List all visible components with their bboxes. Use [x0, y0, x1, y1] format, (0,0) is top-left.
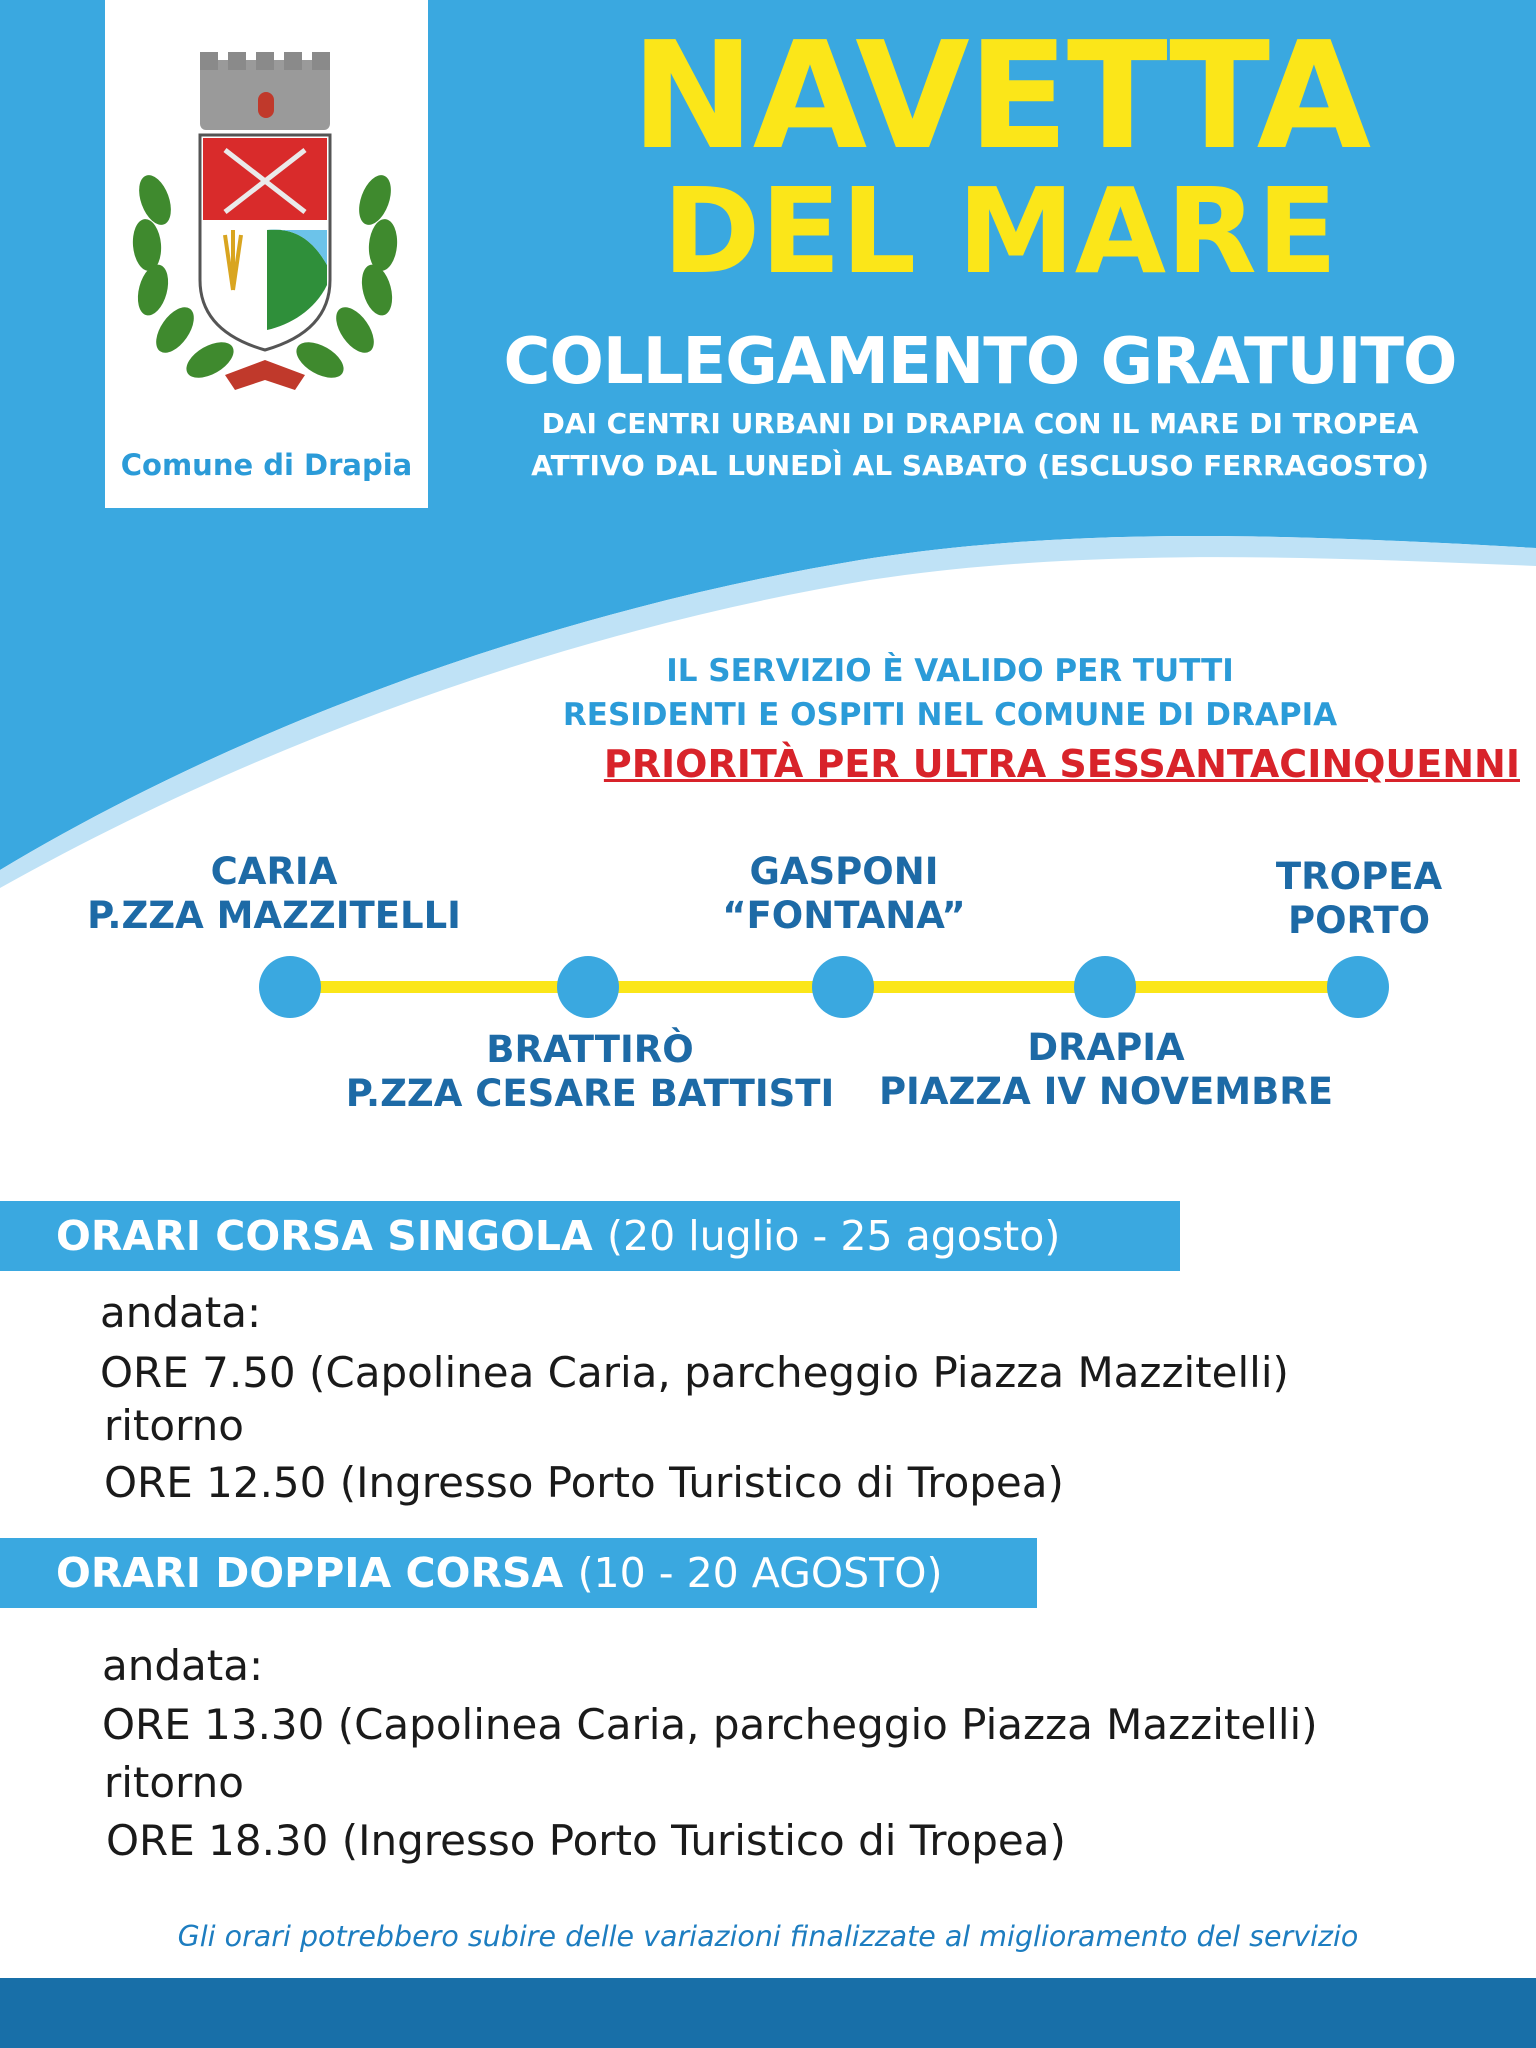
stop-label-caria: CARIA P.ZZA MAZZITELLI — [87, 850, 461, 938]
validity-line-1: IL SERVIZIO È VALIDO PER TUTTI — [666, 653, 1234, 689]
schedule-double-return-time: ORE 18.30 (Ingresso Porto Turistico di Tropea) — [106, 1816, 1066, 1865]
title-navetta: NAVETTA — [630, 10, 1370, 182]
coat-of-arms-icon — [115, 30, 415, 420]
stop-label-brattiro: BRATTIRÒ P.ZZA CESARE BATTISTI — [345, 1028, 835, 1116]
schedule-single-return-time: ORE 12.50 (Ingresso Porto Turistico di Tropea) — [104, 1458, 1064, 1507]
schedule-single-outbound-label: andata: — [100, 1288, 262, 1337]
stop-marker-brattiro — [557, 956, 619, 1018]
schedule-header-single: ORARI CORSA SINGOLA (20 luglio - 25 agosto) — [0, 1201, 1180, 1271]
stop-marker-gasponi — [812, 956, 874, 1018]
footer-bar — [0, 1978, 1536, 2048]
stop-marker-tropea — [1327, 956, 1389, 1018]
schedule-double-outbound-time: ORE 13.30 (Capolinea Caria, parcheggio Piazza Mazzitelli) — [102, 1700, 1318, 1749]
stop-marker-caria — [259, 956, 321, 1018]
stop-label-gasponi: GASPONI “FONTANA” — [722, 850, 966, 938]
route-line — [0, 940, 1536, 1030]
stop-marker-drapia — [1074, 956, 1136, 1018]
title-del-mare: DEL MARE — [662, 162, 1338, 300]
detail-line-2: ATTIVO DAL LUNEDÌ AL SABATO (ESCLUSO FERRAGOSTO) — [531, 449, 1429, 482]
validity-line-2: RESIDENTI E OSPITI NEL COMUNE DI DRAPIA — [562, 697, 1338, 733]
schedule-variation-note: Gli orari potrebbero subire delle variazioni finalizzate al miglioramento del servizio — [177, 1920, 1359, 1953]
schedule-single-outbound-time: ORE 7.50 (Capolinea Caria, parcheggio Piazza Mazzitelli) — [100, 1348, 1289, 1397]
schedule-single-return-label: ritorno — [104, 1401, 244, 1450]
priority-notice: PRIORITÀ PER ULTRA SESSANTACINQUENNI — [603, 742, 1520, 786]
schedule-header-double: ORARI DOPPIA CORSA (10 - 20 AGOSTO) — [0, 1538, 1037, 1608]
stop-label-tropea: TROPEA PORTO — [1275, 855, 1443, 943]
schedule-double-outbound-label: andata: — [102, 1641, 264, 1690]
schedule-double-return-label: ritorno — [104, 1758, 244, 1807]
stop-label-drapia: DRAPIA PIAZZA IV NOVEMBRE — [878, 1026, 1334, 1114]
municipality-name: Comune di Drapia — [120, 448, 413, 482]
subtitle-free-connection: COLLEGAMENTO GRATUITO — [503, 325, 1457, 399]
detail-line-1: DAI CENTRI URBANI DI DRAPIA CON IL MARE DI TROPEA — [541, 407, 1419, 440]
